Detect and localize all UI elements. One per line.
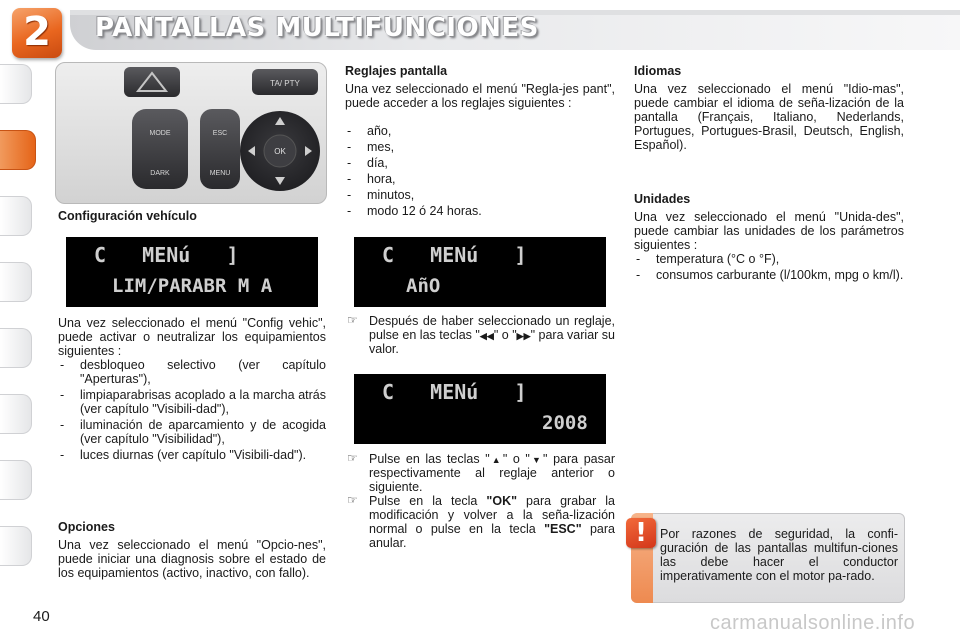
- list-item: - mes,: [347, 140, 395, 154]
- lcd-year-line1: C MENú ]: [382, 243, 527, 267]
- lcd-value-line2: 2008: [542, 412, 588, 434]
- list-item: - limpiaparabrisas acoplado a la marcha atrás (ver capítulo "Visibili-dad"),: [60, 388, 326, 416]
- options-text: Una vez seleccionado el menú "Opcio-nes", puede iniciar una diagnosis sobre el estado de los equipamientos (activo, inactivo, con fallo).: [58, 538, 326, 580]
- list-item: - día,: [347, 156, 388, 170]
- mode-dark-rocker: [132, 109, 188, 189]
- list-item: - modo 12 ó 24 horas.: [347, 204, 482, 218]
- options-heading: Opciones: [58, 520, 115, 534]
- lcd-screen-year: [354, 237, 606, 307]
- list-item: - minutos,: [347, 188, 415, 202]
- list-item: - consumos carburante (l/100km, mpg o km/l).: [636, 268, 904, 282]
- dark-label: DARK: [150, 170, 170, 177]
- config-list: [58, 358, 326, 464]
- list-item: - iluminación de aparcamiento y de acogida (ver capítulo "Visibilidad"),: [60, 418, 326, 446]
- chapter-tab-7[interactable]: [0, 460, 32, 500]
- languages-text: Una vez seleccionado el menú "Idio-mas", puede cambiar el idioma de seña-lización de la pantalla (Français, Italiano, Nederlands, Portugues, Portugues-Brasil, Deutsch, English, Español).: [634, 82, 904, 152]
- chapter-tabs: [0, 64, 40, 584]
- instruction-save-or-cancel: ☞ Pulse en la tecla "OK" para grabar la modificación y volver a la seña-lización normal o pulse en la tecla "ESC" para anular.: [347, 493, 615, 550]
- lcd-config-line1: C MENú ]: [94, 243, 239, 267]
- pointing-hand-icon: ☞: [347, 451, 358, 465]
- list-item: - temperatura (°C o °F),: [636, 252, 780, 266]
- pointing-hand-icon: ☞: [347, 493, 358, 507]
- rewind-icon: ◀◀: [479, 331, 494, 341]
- list-item: - hora,: [347, 172, 396, 186]
- instruction-navigate-settings: ☞ Pulse en las teclas "▲" o "▼" para pasar respectivamente al reglaje anterior o siguiente.: [347, 451, 615, 494]
- menu-label: MENU: [209, 170, 231, 177]
- ta-pty-label: TA/ PTY: [270, 79, 300, 88]
- pointing-hand-icon: ☞: [347, 313, 358, 327]
- page-number: 40: [33, 608, 50, 625]
- control-panel-illustration: [56, 63, 327, 204]
- page-header: [0, 0, 960, 60]
- esc-label: ESC: [212, 130, 228, 137]
- screen-settings-intro: Una vez seleccionado el menú "Regla-jes pant", puede acceder a los reglajes siguientes :: [345, 82, 615, 110]
- down-arrow-icon: ▼: [529, 455, 544, 465]
- lcd-config-line2: LIM/PARABR M A: [112, 275, 273, 297]
- list-item: - desbloqueo selectivo (ver capítulo "Aperturas"),: [60, 358, 326, 386]
- forward-icon: ▶▶: [516, 331, 531, 341]
- screen-settings-list: [345, 124, 615, 220]
- safety-warning-text: Por razones de seguridad, la confi-guración de las pantallas multifun-ciones las debe hacer el conductor imperativamente con el motor pa-rado.: [660, 527, 898, 583]
- units-heading: Unidades: [634, 192, 691, 206]
- ok-label: OK: [274, 147, 286, 156]
- esc-menu-rocker: [200, 109, 240, 189]
- watermark: carmanualsonline.info: [710, 612, 916, 634]
- lcd-screen-config: [66, 237, 318, 307]
- chapter-tab-6[interactable]: [0, 394, 32, 434]
- chapter-tab-8[interactable]: [0, 526, 32, 566]
- config-heading: Configuración vehículo: [58, 209, 197, 223]
- chapter-badge: [12, 8, 62, 58]
- config-intro: Una vez seleccionado el menú "Config vehic", puede activar o neutralizar los equipamientos siguientes :: [58, 316, 326, 358]
- units-intro: Una vez seleccionado el menú "Unida-des", puede cambiar las unidades de los parámetros siguientes :: [634, 210, 904, 252]
- lcd-year-line2: AñO: [406, 275, 441, 297]
- ok-key-label: "OK": [486, 494, 518, 508]
- up-arrow-icon: ▲: [489, 455, 503, 465]
- control-panel-photo: [55, 62, 327, 204]
- chapter-tab-5[interactable]: [0, 328, 32, 368]
- list-item: - luces diurnas (ver capítulo "Visibili-dad").: [60, 448, 307, 462]
- chapter-tab-3[interactable]: [0, 196, 32, 236]
- lcd-value-line1: C MENú ]: [382, 380, 527, 404]
- esc-key-label: "ESC": [544, 522, 582, 536]
- chapter-tab-4[interactable]: [0, 262, 32, 302]
- exclamation-icon: !: [626, 518, 656, 548]
- lcd-screen-year-value: [354, 374, 606, 444]
- languages-heading: Idiomas: [634, 64, 682, 78]
- chapter-tab-2-active[interactable]: [0, 130, 36, 170]
- list-item: - año,: [347, 124, 392, 138]
- page-title: PANTALLAS MULTIFUNCIONES: [95, 13, 539, 43]
- chapter-number: 2: [23, 9, 51, 55]
- instruction-change-value: ☞ Después de haber seleccionado un reglaje, pulse en las teclas "◀◀" o "▶▶" para variar su valor.: [347, 313, 616, 356]
- chapter-tab-1[interactable]: [0, 64, 32, 104]
- units-list: [634, 252, 904, 284]
- mode-label: MODE: [149, 130, 171, 137]
- screen-settings-heading: Reglajes pantalla: [345, 64, 448, 78]
